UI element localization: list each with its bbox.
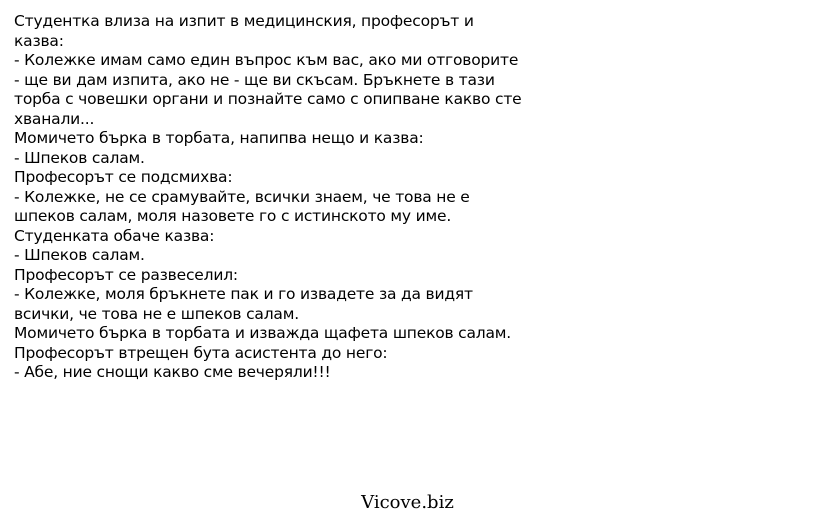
joke-line: Момичето бърка в торбата, напипва нещо и казва: (14, 129, 424, 147)
joke-line: - Шпеков салам. (14, 148, 145, 167)
joke-line: казва: (14, 31, 64, 50)
joke-line: всички, че това не е шпеков салам. (14, 304, 299, 323)
joke-line: Професорът се подсмихва: (14, 168, 233, 186)
joke-line: - ще ви дам изпита, ако не - ще ви скъсам. Бръкнете в тази (14, 70, 495, 89)
joke-line: Професорът втрещен бута асистента до него: (14, 343, 388, 362)
joke-line: Професорът се развеселил: (14, 265, 238, 284)
joke-line: - Колежке имам само един въпрос към вас, ако ми отговорите (14, 51, 519, 69)
joke-line: Студенката обаче казва: (14, 226, 215, 245)
joke-line: Студентка влиза на изпит в медицинския, професорът и (14, 12, 474, 30)
joke-text (14, 12, 604, 383)
site-watermark: Vicove.biz (361, 492, 454, 513)
joke-line: - Колежке, моля бръкнете пак и го извадете за да видят (14, 285, 473, 303)
joke-line: Момичето бърка в торбата и изважда щафета шпеков салам. (14, 324, 512, 342)
joke-line: торба с човешки органи и познайте само с опипване какво сте (14, 90, 522, 108)
joke-line: - Колежке, не се срамувайте, всички знаем, че това не е (14, 187, 470, 206)
joke-line: шпеков салам, моля назовете го с истинското му име. (14, 207, 452, 225)
joke-line: - Шпеков салам. (14, 246, 145, 264)
joke-line: - Абе, ние снощи какво сме вечеряли!!! (14, 363, 331, 381)
joke-line: хванали... (14, 109, 95, 128)
